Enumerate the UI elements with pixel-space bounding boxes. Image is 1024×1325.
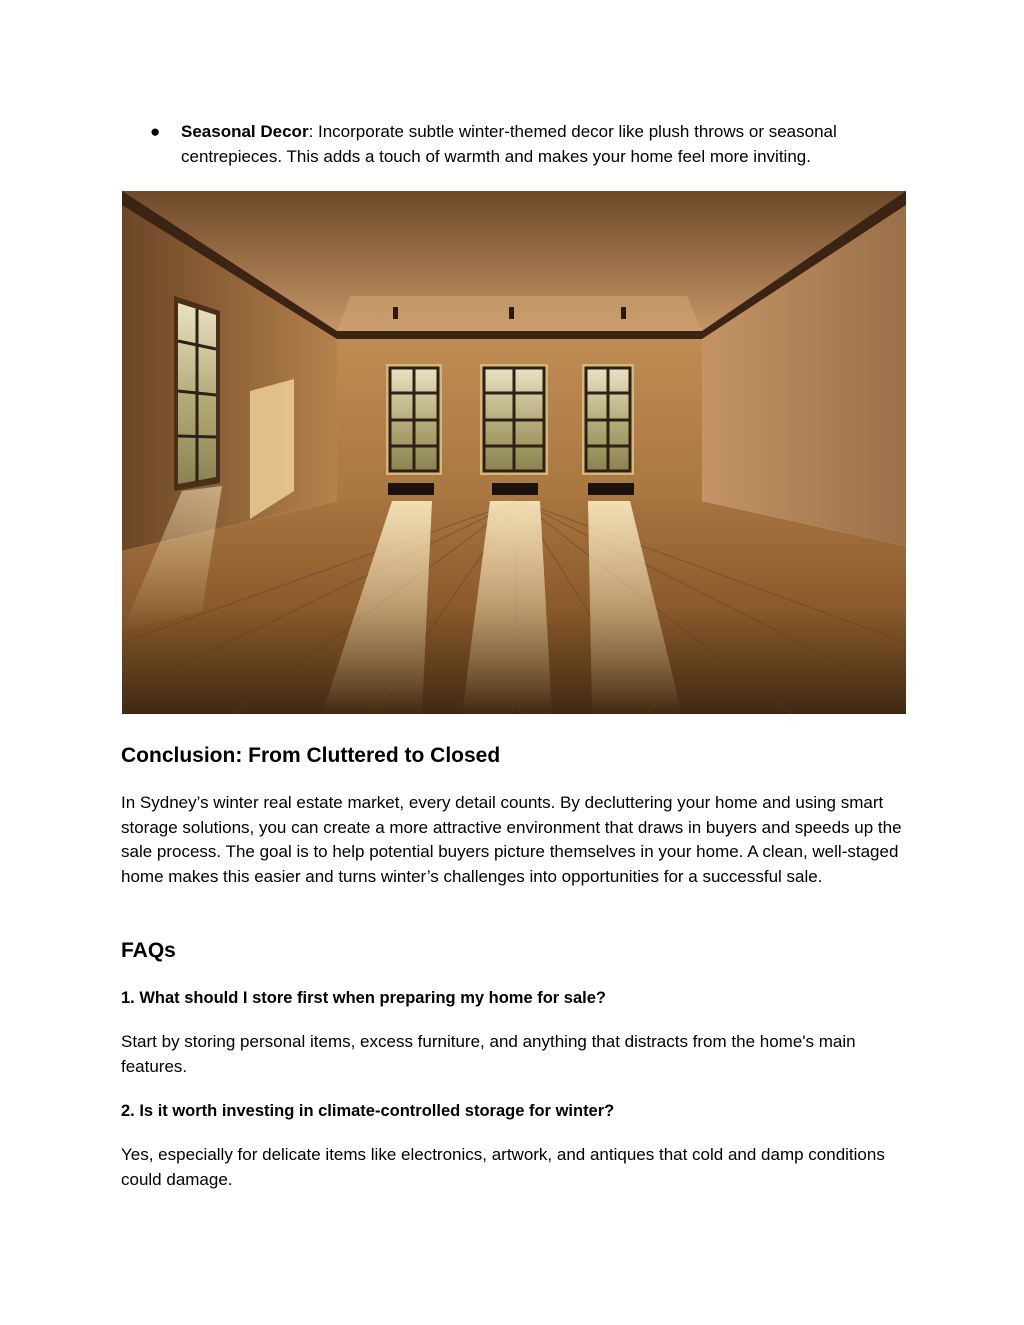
bullet-description: : Incorporate subtle winter-themed decor like plush throws or seasonal centrepieces. This adds a touch of warmth and makes your home feel more inviting.: [181, 122, 837, 166]
faq-answer-1: Start by storing personal items, excess furniture, and anything that distracts from the home's main features.: [121, 1032, 856, 1076]
conclusion-paragraph: In Sydney’s winter real estate market, every detail counts. By decluttering your home and using smart storage solutions, you can create a more attractive environment that draws in buyers and speeds up the sale process. The goal is to help potential buyers picture themselves in your home. A clean, well-staged home makes this easier and turns winter’s challenges into opportunities for a successful sale.: [121, 793, 902, 886]
faq-question-2: 2. Is it worth investing in climate-controlled storage for winter?: [121, 1102, 615, 1120]
faq-question-1: 1. What should I store first when preparing my home for sale?: [121, 989, 606, 1007]
empty-room-illustration: [122, 191, 906, 714]
bullet-term: Seasonal Decor: [181, 122, 309, 141]
bullet-text: [181, 119, 911, 169]
faqs-heading: FAQs: [121, 939, 176, 962]
conclusion-heading: Conclusion: From Cluttered to Closed: [121, 744, 501, 767]
bullet-marker: ●: [150, 122, 161, 141]
faq-answer-2: Yes, especially for delicate items like electronics, artwork, and antiques that cold and damp conditions could damage.: [121, 1145, 885, 1189]
empty-room-photo: [122, 191, 906, 714]
